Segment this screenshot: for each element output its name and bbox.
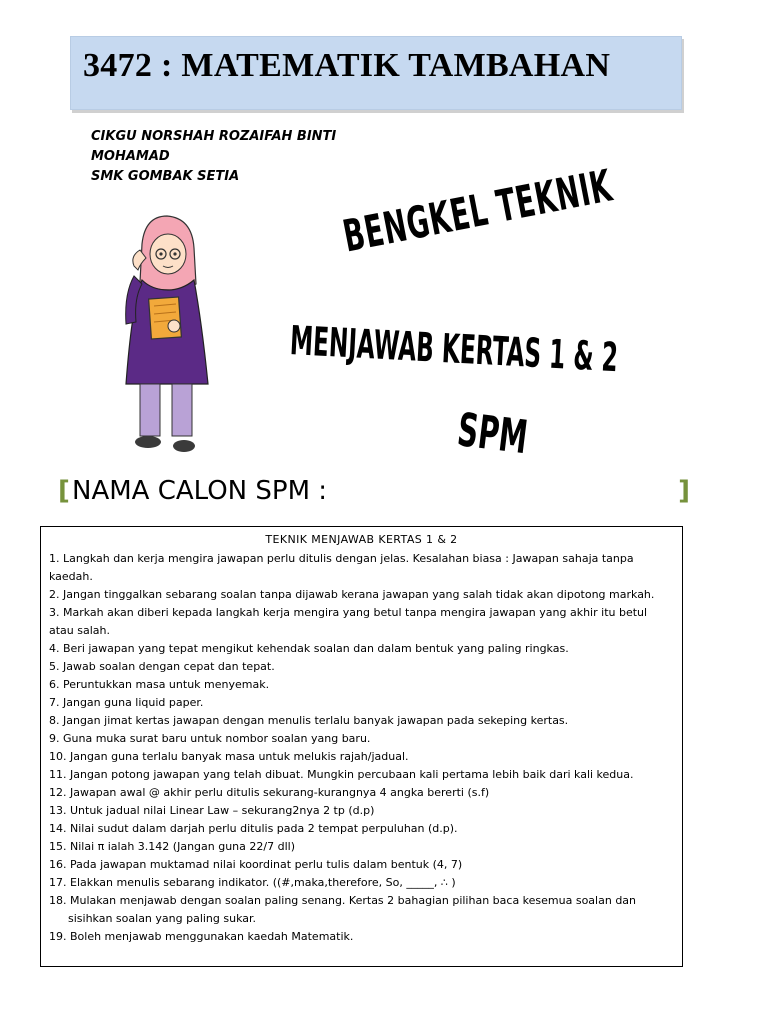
- tip-item: 15. Nilai π ialah 3.142 (Jangan guna 22/7 dll): [49, 840, 295, 853]
- teacher-illustration: [112, 214, 218, 464]
- tip-item: 17. Elakkan menulis sebarang indikator. ((#,maka,therefore, So, _____, ∴ ): [49, 876, 456, 889]
- tip-item: 11. Jangan potong jawapan yang telah dibuat. Mungkin percubaan kali pertama lebih baik dari kali kedua.: [49, 768, 634, 781]
- tip-item: 9. Guna muka surat baru untuk nombor soalan yang baru.: [49, 732, 371, 745]
- tip-item: 5. Jawab soalan dengan cepat dan tepat.: [49, 660, 275, 673]
- tip-item: 6. Peruntukkan masa untuk menyemak.: [49, 678, 270, 691]
- tip-item: 3. Markah akan diberi kepada langkah kerja mengira yang betul tanpa mengira jawapan yang akhir itu betul atau salah.: [49, 606, 648, 637]
- tip-item: 16. Pada jawapan muktamad nilai koordinat perlu tulis dalam bentuk (4, 7): [49, 858, 463, 871]
- tips-box: [40, 526, 683, 967]
- bracket-open: [: [58, 476, 70, 506]
- tip-item: 7. Jangan guna liquid paper.: [49, 696, 204, 709]
- tip-item: 13. Untuk jadual nilai Linear Law – sekurang2nya 2 tp (d.p): [49, 804, 375, 817]
- tips-title: TEKNIK MENJAWAB KERTAS 1 & 2: [265, 533, 458, 546]
- banner-line-spm: SPM: [454, 402, 531, 465]
- candidate-name-label: NAMA CALON SPM :: [72, 476, 328, 506]
- tips-list: [49, 550, 675, 946]
- author-name-line2: MOHAMAD: [91, 149, 170, 164]
- candidate-name-field: [58, 476, 690, 516]
- author-block: [91, 127, 336, 187]
- page-title: 3472 : MATEMATIK TAMBAHAN: [83, 47, 611, 84]
- tip-item: 14. Nilai sudut dalam darjah perlu ditulis pada 2 tempat perpuluhan (d.p).: [49, 822, 458, 835]
- author-name-line1: CIKGU NORSHAH ROZAIFAH BINTI: [91, 129, 337, 144]
- tip-item: 19. Boleh menjawab menggunakan kaedah Matematik.: [49, 930, 354, 943]
- banner-line-bengkel: BENGKEL TEKNIK: [339, 160, 617, 263]
- tip-item: 10. Jangan guna terlalu banyak masa untuk melukis rajah/jadual.: [49, 750, 409, 763]
- banner-line-menjawab: MENJAWAB KERTAS 1 & 2: [288, 318, 619, 382]
- tip-item: 18. Mulakan menjawab dengan soalan paling senang. Kertas 2 bahagian pilihan baca kesemua soalan dan sisihkan soalan yang paling sukar.: [49, 894, 637, 925]
- tip-item: 1. Langkah dan kerja mengira jawapan perlu ditulis dengan jelas. Kesalahan biasa : Jawapan sahaja tanpa kaedah.: [49, 552, 634, 583]
- bracket-close: ]: [678, 476, 690, 506]
- title-banner: [70, 36, 682, 110]
- tip-item: 8. Jangan jimat kertas jawapan dengan menulis terlalu banyak jawapan pada sekeping kertas.: [49, 714, 569, 727]
- tip-item: 2. Jangan tinggalkan sebarang soalan tanpa dijawab kerana jawapan yang salah tidak akan dipotong markah.: [49, 588, 655, 601]
- tip-item: 4. Beri jawapan yang tepat mengikut kehendak soalan dan dalam bentuk yang paling ringkas.: [49, 642, 569, 655]
- tip-item: 12. Jawapan awal @ akhir perlu ditulis sekurang-kurangnya 4 angka bererti (s.f): [49, 786, 490, 799]
- author-school: SMK GOMBAK SETIA: [91, 169, 240, 184]
